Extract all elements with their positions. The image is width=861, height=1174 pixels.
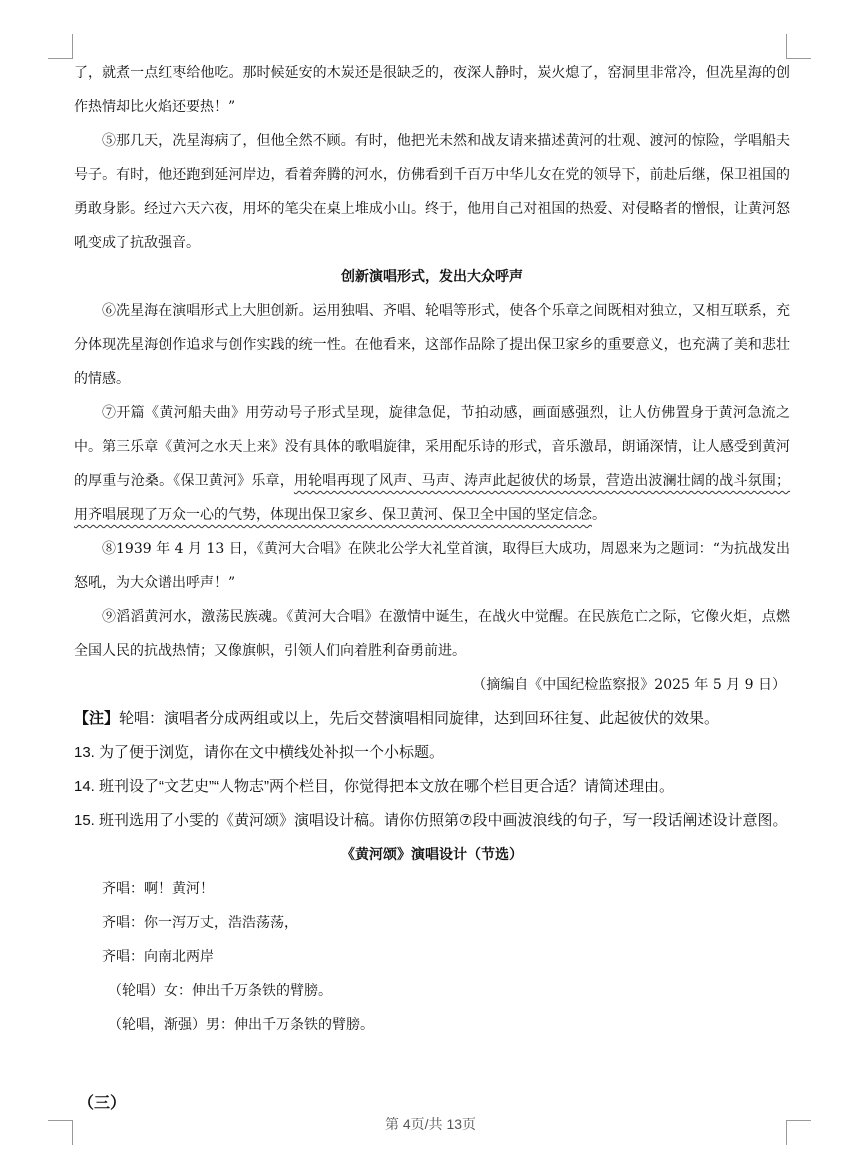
paragraph-9: ⑨滔滔黄河水，激荡民族魂。《黄河大合唱》在激情中诞生，在战火中觉醒。在民族危亡之际，它像火炬，点燃全国人民的抗战热情；又像旗帜，引领人们向着胜利奋勇前进。: [74, 609, 790, 659]
page-footer: 第 4页/共 13页: [384, 1116, 477, 1132]
design-line: （轮唱，渐强）男：伸出千万条铁的臂膀。: [108, 1017, 374, 1033]
paragraph-5: ⑤那几天，冼星海病了，但他全然不顾。有时，他把光未然和战友请来描述黄河的壮观、渡河的惊险，学唱船夫号子。有时，他还跑到延河岸边，看着奔腾的河水，仿佛看到千百万中华儿女在党的领导下，前赴后继，保卫祖国的勇敢身影。经过六天六夜，用坏的笔尖在桌上堆成小山。终于，他用自己对祖国的热爱、对侵略者的憎恨，让黄河怒吼变成了抗敌强音。: [74, 133, 790, 251]
paragraph-7-end: 。: [592, 507, 606, 523]
paragraph-7: [74, 396, 790, 532]
subheading-innovation: 创新演唱形式，发出大众呼声: [341, 269, 523, 285]
question-14: 14. 班刊设了“文艺史”“人物志”两个栏目，你觉得把本文放在哪个栏目更合适？请简述理由。: [74, 778, 675, 795]
design-line: 齐唱：你一泻万丈，浩浩荡荡，: [102, 915, 298, 931]
section-label: （三）: [78, 1095, 127, 1112]
note-text: 轮唱：演唱者分成两组或以上，先后交替演唱相同旋律，达到回环往复、此起彼伏的效果。: [119, 710, 720, 727]
note-tag: 【注】: [74, 710, 120, 727]
crop-mark-top-left: [48, 34, 73, 59]
design-line: 齐唱：啊！黄河！: [102, 881, 214, 897]
design-title: 《黄河颂》演唱设计（节选）: [341, 847, 523, 863]
document-body: [74, 56, 790, 1042]
wavy-underlined-sentence: 用轮唱再现了风声、马声、涛声此起彼伏的场景，营造出波澜壮阔的战斗氛围；用齐唱展现了万众一心的气势，体现出保卫家乡、保卫黄河、保卫全中国的坚定信念: [74, 473, 791, 523]
paragraph-6: ⑥冼星海在演唱形式上大胆创新。运用独唱、齐唱、轮唱等形式，使各个乐章之间既相对独立，又相互联系，充分体现冼星海创作追求与创作实践的统一性。在他看来，这部作品除了提出保卫家乡的重要意义，也充满了美和悲壮的情感。: [74, 303, 790, 387]
design-line: 齐唱：向南北两岸: [102, 949, 214, 965]
paragraph-continued: 了，就煮一点红枣给他吃。那时候延安的木炭还是很缺乏的，夜深人静时，炭火熄了，窑洞里非常冷，但冼星海的创作热情却比火焰还要热！”: [74, 65, 790, 115]
paragraph-8: ⑧1939 年 4 月 13 日，《黄河大合唱》在陕北公学大礼堂首演，取得巨大成功，周恩来为之题词：“为抗战发出怒吼，为大众谱出呼声！”: [74, 541, 790, 591]
paragraph-7-text: ⑦开篇《黄河船夫曲》用劳动号子形式呈现，旋律急促，节拍动感，画面感强烈，让人仿佛置身于黄河急流之中。第三乐章《黄河之水天上来》没有具体的歌唱旋律，采用配乐诗的形式，音乐激昂，朗诵深情，让人感受到黄河的厚重与沧桑。《保卫黄河》乐章，: [74, 405, 790, 489]
design-line: （轮唱）女：伸出千万条铁的臂膀。: [108, 983, 332, 999]
question-13: 13. 为了便于浏览，请你在文中横线处补拟一个小标题。: [74, 744, 445, 761]
note: [74, 702, 790, 736]
source-citation: （摘编自《中国纪检监察报》2025 年 5 月 9 日）: [472, 677, 786, 693]
question-15: 15. 班刊选用了小雯的《黄河颂》演唱设计稿。请你仿照第⑦段中画波浪线的句子，写一段话阐述设计意图。: [74, 812, 788, 829]
